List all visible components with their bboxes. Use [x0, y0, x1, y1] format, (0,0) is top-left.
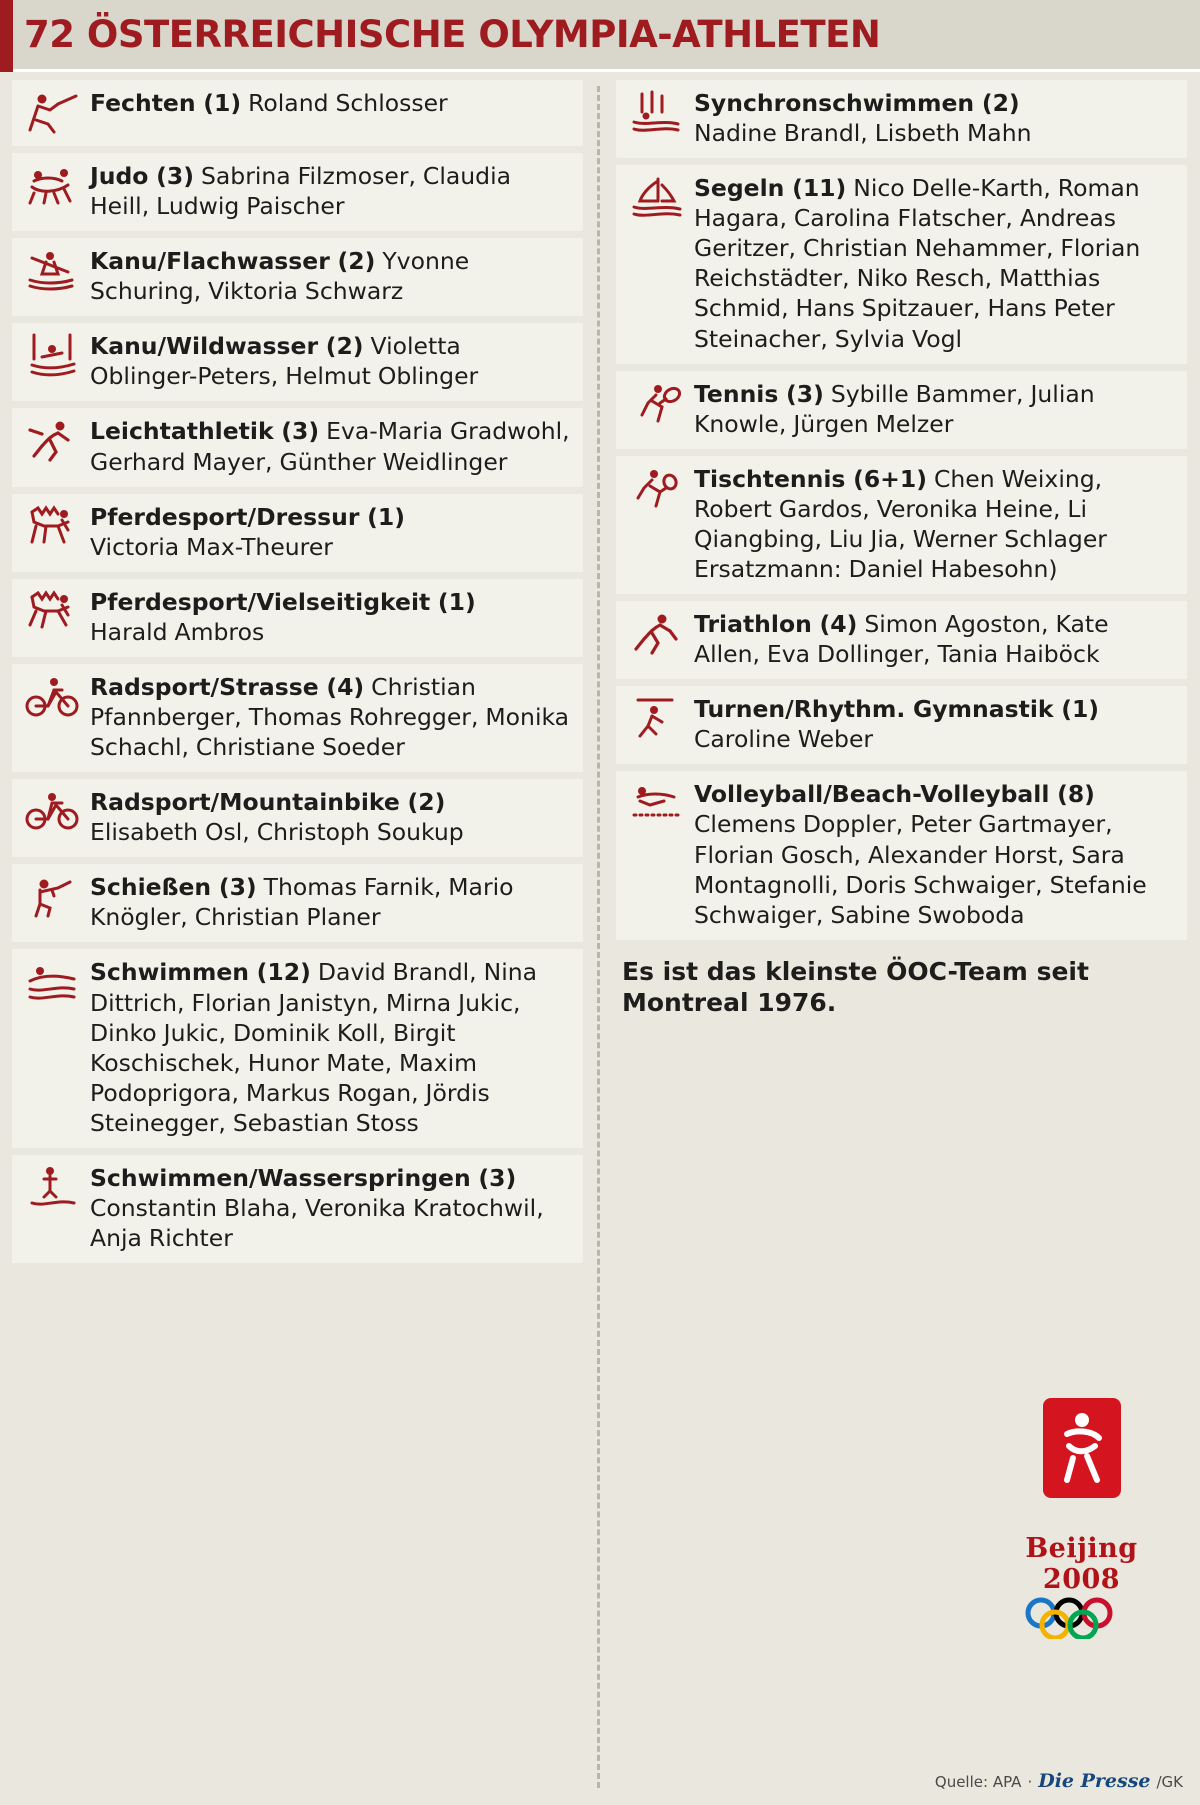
entry-text — [90, 957, 573, 1137]
entry-text — [694, 779, 1177, 929]
sport-label: Leichtathletik (3) — [90, 417, 320, 446]
shooting-icon — [22, 872, 84, 920]
entry-schwimmen — [12, 949, 583, 1147]
sport-label: Pferdesport/Dressur (1) — [90, 502, 405, 531]
triathlon-icon — [626, 609, 688, 657]
sport-label: Tischtennis (6+1) — [694, 464, 927, 493]
entry-text — [694, 464, 1177, 584]
diving-icon — [22, 1163, 84, 1211]
entry-text — [90, 331, 573, 391]
entry-text — [90, 88, 573, 118]
entry-tischtennis — [616, 456, 1187, 594]
synchronized-swimming-icon — [626, 88, 688, 136]
entry-judo — [12, 153, 583, 231]
sport-label: Fechten (1) — [90, 89, 242, 117]
athlete-list: Victoria Max-Theurer — [90, 532, 333, 561]
athlete-list: Yvonne Schuring, Viktoria Schwarz — [90, 247, 470, 306]
entry-text — [90, 416, 573, 476]
beijing-wordmark: Beijing 2008 — [1025, 1533, 1138, 1595]
sport-label: Radsport/Mountainbike (2) — [90, 788, 446, 817]
entry-beach-volleyball — [616, 771, 1187, 939]
entry-text — [90, 872, 573, 932]
table-tennis-icon — [626, 464, 688, 512]
sport-label: Volleyball/Beach-Volleyball (8) — [694, 780, 1095, 809]
header — [0, 0, 1200, 72]
athlete-list: Nico Delle-Karth, Roman Hagara, Carolina Flatscher, Andreas Geritzer, Christian Nehammer, Florian Reichstädter, Niko Resch, Matthias Schmid, Hans Spitzauer, Hans Peter Steinacher, Sylvia Vogl — [694, 174, 1141, 353]
athlete-list: Violetta Oblinger-Peters, Helmut Oblinger — [90, 332, 479, 391]
entry-leichtathletik — [12, 408, 583, 486]
footnote: Es ist das kleinste ÖOC-Team seit Montreal 1976. — [622, 956, 1089, 1018]
source-line — [935, 1770, 1183, 1792]
sport-label: Triathlon (4) — [694, 610, 858, 639]
beijing-emblem-icon — [1027, 1394, 1137, 1526]
sport-label: Judo (3) — [90, 162, 194, 190]
athlete-list: Thomas Farnik, Mario Knögler, Christian Planer — [90, 873, 514, 932]
page-title: 72 ÖSTERREICHISCHE OLYMPIA-ATHLETEN — [24, 13, 881, 56]
entry-text — [694, 609, 1177, 669]
athlete-list: Sybille Bammer, Julian Knowle, Jürgen Melzer — [694, 379, 1095, 438]
entry-text — [90, 161, 573, 221]
entry-synchronschwimmen — [616, 80, 1187, 158]
athlete-list: Caroline Weber — [694, 725, 874, 754]
sport-label: Pferdesport/Vielseitigkeit (1) — [90, 587, 476, 616]
entry-text — [90, 246, 573, 306]
athlete-list: Harald Ambros — [90, 617, 265, 646]
content-columns — [0, 72, 1200, 1802]
entry-text — [90, 1163, 573, 1253]
entry-text — [694, 173, 1177, 353]
sport-label: Tennis (3) — [694, 379, 824, 408]
header-accent-bar — [0, 0, 13, 72]
entry-kanu-wildwasser — [12, 323, 583, 401]
equestrian-eventing-icon — [22, 587, 84, 635]
sailing-icon — [626, 173, 688, 221]
entry-text — [90, 587, 573, 647]
entry-dressur — [12, 494, 583, 572]
right-column — [602, 80, 1187, 1794]
entry-text — [90, 672, 573, 762]
athletics-icon — [22, 416, 84, 464]
entry-vielseitigkeit — [12, 579, 583, 657]
entry-kanu-flachwasser — [12, 238, 583, 316]
sport-label: Synchronschwimmen (2) — [694, 89, 1020, 117]
sport-label: Radsport/Strasse (4) — [90, 672, 365, 701]
sport-label: Kanu/Wildwasser (2) — [90, 332, 364, 361]
athlete-list: Christian Pfannberger, Thomas Rohregger, Monika Schachl, Christiane Soeder — [90, 672, 570, 762]
swimming-icon — [22, 957, 84, 1005]
publisher-logo: Die Presse — [1038, 1770, 1151, 1792]
beach-volleyball-icon — [626, 779, 688, 827]
athlete-list: Nadine Brandl, Lisbeth Mahn — [694, 119, 1032, 148]
entry-tennis — [616, 371, 1187, 449]
cycling-mountainbike-icon — [22, 787, 84, 835]
canoe-whitewater-icon — [22, 331, 84, 379]
entry-text — [90, 787, 573, 847]
athlete-list: Chen Weixing, Robert Gardos, Veronika Heine, Li Qiangbing, Liu Jia, Werner Schlager Ersatzmann: Daniel Habesohn) — [694, 464, 1107, 584]
entry-fechten — [12, 80, 583, 146]
entry-schiessen — [12, 864, 583, 942]
canoe-flatwater-icon — [22, 246, 84, 294]
sport-label: Schwimmen/Wasserspringen (3) — [90, 1163, 517, 1192]
left-column — [12, 80, 597, 1794]
tennis-icon — [626, 379, 688, 427]
sport-label: Segeln (11) — [694, 174, 847, 203]
olympic-rings-icon — [994, 1597, 1169, 1644]
athlete-list: Simon Agoston, Kate Allen, Eva Dollinger, Tania Haiböck — [694, 610, 1109, 669]
gymnastics-icon — [626, 694, 688, 742]
source-author: /GK — [1156, 1773, 1183, 1791]
athlete-list: Roland Schlosser — [248, 89, 448, 117]
sport-label: Schießen (3) — [90, 873, 257, 902]
athlete-list: Constantin Blaha, Veronika Kratochwil, Anja Richter — [90, 1194, 544, 1253]
sport-label: Schwimmen (12) — [90, 958, 311, 987]
entry-turnen — [616, 686, 1187, 764]
entry-radsport-strasse — [12, 664, 583, 772]
athlete-list: David Brandl, Nina Dittrich, Florian Janistyn, Mirna Jukic, Dinko Jukic, Dominik Koll, Birgit Koschischek, Hunor Mate, Maxim Podoprigora, Markus Rogan, Jördis Steinegger, Sebastian Stoss — [90, 958, 538, 1137]
athlete-list: Elisabeth Osl, Christoph Soukup — [90, 818, 464, 847]
equestrian-dressage-icon — [22, 502, 84, 550]
source-label: Quelle: APA — [934, 1773, 1022, 1791]
cycling-road-icon — [22, 672, 84, 720]
sport-label: Turnen/Rhythm. Gymnastik (1) — [694, 695, 1100, 724]
entry-text — [694, 88, 1177, 148]
entry-segeln — [616, 165, 1187, 363]
entry-radsport-mountainbike — [12, 779, 583, 857]
entry-wasserspringen — [12, 1155, 583, 1263]
entry-text — [694, 379, 1177, 439]
entry-triathlon — [616, 601, 1187, 679]
judo-icon — [22, 161, 84, 209]
source-separator: · — [1027, 1773, 1033, 1791]
athlete-list: Sabrina Filzmoser, Claudia Heill, Ludwig Paischer — [90, 162, 511, 221]
athlete-list: Eva-Maria Gradwohl, Gerhard Mayer, Günther Weidlinger — [90, 417, 570, 476]
fencing-icon — [22, 88, 84, 136]
athlete-list: Clemens Doppler, Peter Gartmayer, Florian Gosch, Alexander Horst, Sara Montagnolli, Doris Schwaiger, Stefanie Schwaiger, Sabine Swoboda — [694, 810, 1147, 929]
entry-text — [90, 502, 573, 562]
beijing-2008-logo — [994, 1394, 1169, 1644]
entry-text — [694, 694, 1177, 754]
sport-label: Kanu/Flachwasser (2) — [90, 247, 376, 276]
